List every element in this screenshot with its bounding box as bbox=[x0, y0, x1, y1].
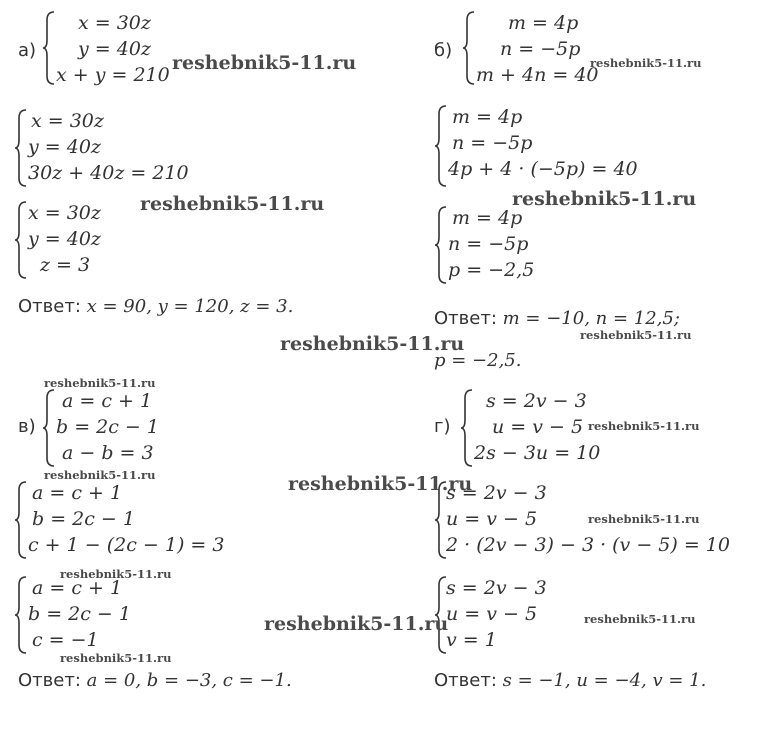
system-v2 bbox=[28, 480, 224, 558]
equation: s = 2v − 3 bbox=[446, 482, 547, 504]
equation: m = 4p bbox=[508, 12, 579, 34]
brace-v3 bbox=[14, 575, 28, 655]
equation: n = −5p bbox=[500, 38, 581, 60]
equation: 4p + 4 · (−5p) = 40 bbox=[448, 158, 638, 180]
equation: x = 30z bbox=[78, 12, 151, 34]
watermark: reshebnik5-11.ru bbox=[584, 612, 696, 626]
watermark: reshebnik5-11.ru bbox=[140, 193, 325, 215]
brace-v2 bbox=[14, 480, 28, 560]
answer-a bbox=[18, 296, 293, 317]
system-a3 bbox=[28, 200, 101, 278]
watermark: reshebnik5-11.ru bbox=[580, 328, 692, 342]
answer-value: a = 0, b = −3, c = −1. bbox=[86, 670, 292, 691]
equation: s = 2v − 3 bbox=[446, 577, 547, 599]
answer-value: x = 90, y = 120, z = 3. bbox=[86, 296, 294, 317]
equation: y = 40z bbox=[78, 38, 151, 60]
equation: u = v − 5 bbox=[492, 416, 584, 438]
watermark: reshebnik5-11.ru bbox=[264, 613, 449, 635]
equation: n = −5p bbox=[448, 233, 529, 255]
watermark: reshebnik5-11.ru bbox=[280, 333, 465, 355]
label-v: в) bbox=[18, 416, 36, 437]
equation: 2s − 3u = 10 bbox=[474, 442, 601, 464]
answer-prefix: Ответ: bbox=[434, 308, 497, 329]
equation: s = 2v − 3 bbox=[486, 390, 587, 412]
system-g3 bbox=[446, 575, 547, 653]
answer-value: m = −10, n = 12,5; bbox=[502, 308, 680, 329]
watermark: reshebnik5-11.ru bbox=[588, 419, 700, 433]
system-b1 bbox=[476, 10, 599, 88]
equation: y = 40z bbox=[28, 136, 101, 158]
equation: c = −1 bbox=[32, 629, 99, 651]
equation: z = 3 bbox=[40, 254, 91, 276]
equation: a − b = 3 bbox=[62, 442, 154, 464]
watermark: reshebnik5-11.ru bbox=[44, 468, 156, 482]
brace-v1 bbox=[42, 388, 56, 468]
answer-g bbox=[434, 670, 706, 691]
system-b2 bbox=[448, 104, 638, 182]
equation: u = v − 5 bbox=[446, 508, 538, 530]
equation: 30z + 40z = 210 bbox=[28, 162, 189, 184]
brace-b3 bbox=[434, 205, 448, 285]
equation: m = 4p bbox=[452, 207, 523, 229]
equation: a = c + 1 bbox=[32, 482, 123, 504]
watermark: reshebnik5-11.ru bbox=[588, 512, 700, 526]
answer-v bbox=[18, 670, 292, 691]
watermark: reshebnik5-11.ru bbox=[590, 56, 702, 70]
equation: x = 30z bbox=[31, 110, 104, 132]
watermark: reshebnik5-11.ru bbox=[172, 52, 357, 74]
brace-b1 bbox=[462, 10, 476, 86]
answer-value: s = −1, u = −4, v = 1. bbox=[502, 670, 707, 691]
equation: x + y = 210 bbox=[56, 64, 170, 86]
answer-value-cont: p = −2,5. bbox=[434, 350, 522, 371]
watermark: reshebnik5-11.ru bbox=[288, 473, 473, 495]
brace-a3 bbox=[14, 200, 28, 280]
system-v3 bbox=[28, 575, 131, 653]
system-b3 bbox=[448, 205, 534, 283]
equation: b = 2c − 1 bbox=[56, 416, 159, 438]
equation: a = c + 1 bbox=[32, 577, 123, 599]
watermark: reshebnik5-11.ru bbox=[512, 188, 697, 210]
equation: b = 2c − 1 bbox=[28, 603, 131, 625]
system-g1 bbox=[474, 388, 600, 466]
watermark: reshebnik5-11.ru bbox=[60, 567, 172, 581]
brace-b2 bbox=[434, 104, 448, 188]
equation: a = c + 1 bbox=[62, 390, 153, 412]
answer-prefix: Ответ: bbox=[18, 296, 81, 317]
watermark: reshebnik5-11.ru bbox=[60, 651, 172, 665]
equation: u = v − 5 bbox=[446, 603, 538, 625]
watermark: reshebnik5-11.ru bbox=[44, 376, 156, 390]
answer-b bbox=[434, 308, 680, 329]
system-a2 bbox=[28, 108, 189, 186]
equation: n = −5p bbox=[452, 132, 533, 154]
equation: v = 1 bbox=[446, 629, 497, 651]
answer-prefix: Ответ: bbox=[18, 670, 81, 691]
equation: x = 30z bbox=[28, 202, 101, 224]
equation: y = 40z bbox=[28, 228, 101, 250]
system-a1 bbox=[56, 10, 170, 88]
equation: 2 · (2v − 3) − 3 · (v − 5) = 10 bbox=[446, 534, 730, 556]
system-v1 bbox=[56, 388, 159, 466]
equation: m = 4p bbox=[452, 106, 523, 128]
label-g: г) bbox=[434, 416, 451, 437]
equation: b = 2c − 1 bbox=[32, 508, 135, 530]
equation: m + 4n = 40 bbox=[476, 64, 599, 86]
equation: p = −2,5 bbox=[448, 259, 535, 281]
equation: c + 1 − (2c − 1) = 3 bbox=[28, 534, 225, 556]
brace-a2 bbox=[14, 108, 28, 188]
label-a: а) bbox=[18, 40, 37, 61]
answer-prefix: Ответ: bbox=[434, 670, 497, 691]
label-b: б) bbox=[434, 40, 453, 61]
brace-a1 bbox=[42, 10, 56, 86]
brace-g1 bbox=[460, 388, 474, 468]
